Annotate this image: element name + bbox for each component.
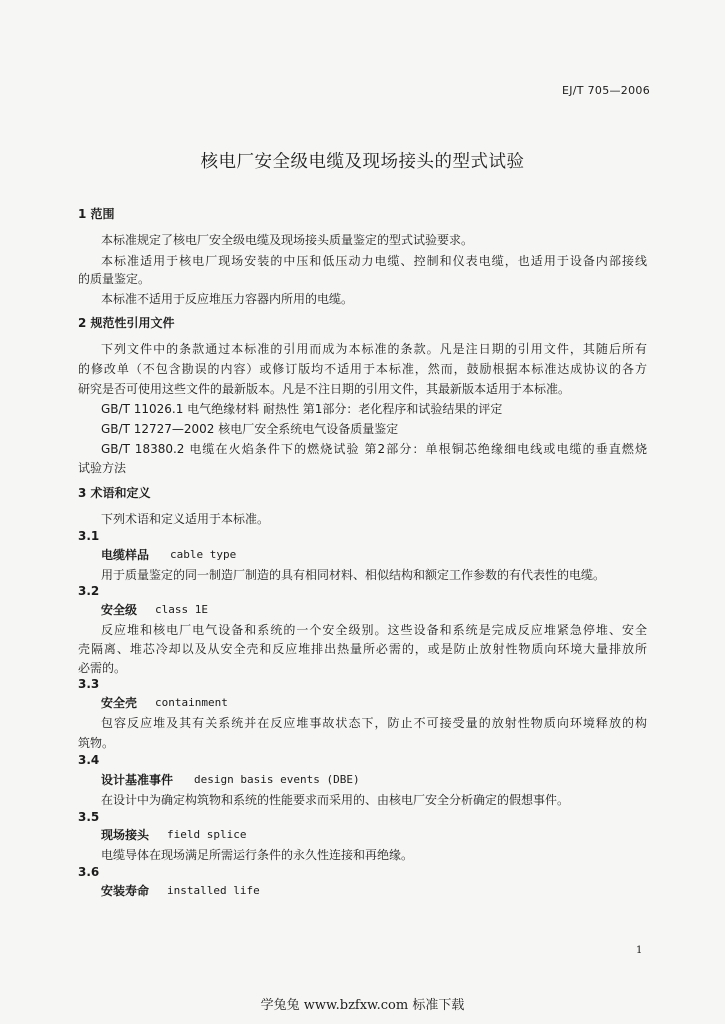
term-3-3-chinese: 安全壳: [101, 696, 138, 710]
term-3-5-definition: 电缆导体在现场满足所需运行条件的永久性连接和再绝缘。: [101, 848, 414, 862]
term-3-5-number: 3.5: [78, 810, 100, 824]
term-3-2-definition-line-2: 壳隔离、堆芯冷却以及从安全壳和反应堆排出热量所必需的，或是防止放射性物质向环境大量排放所: [78, 642, 647, 656]
reference-gb-t-18380-2-line-2: 试验方法: [78, 461, 127, 475]
section-2-paragraph-line-3: 研究是否可使用这些文件的最新版本。凡是不注日期的引用文件，其最新版本适用于本标准。: [78, 382, 571, 396]
reference-gb-t-18380-2-line-1: GB/T 18380.2 电缆在火焰条件下的燃烧试验 第2部分：单根铜芯绝缘细电线或电缆的垂直燃烧: [101, 442, 647, 456]
term-3-5-english: field splice: [167, 828, 247, 841]
term-3-6-number: 3.6: [78, 865, 100, 879]
term-3-5-chinese: 现场接头: [101, 828, 150, 842]
term-3-1-number: 3.1: [78, 529, 100, 543]
section-1-paragraph-1: 本标准规定了核电厂安全级电缆及现场接头质量鉴定的型式试验要求。: [101, 233, 474, 247]
document-title: 核电厂安全级电缆及现场接头的型式试验: [200, 152, 525, 172]
term-3-3-definition-line-2: 筑物。: [78, 736, 115, 750]
term-3-4-english: design basis events (DBE): [194, 773, 360, 786]
term-3-4-definition: 在设计中为确定构筑物和系统的性能要求而采用的、由核电厂安全分析确定的假想事件。: [101, 793, 570, 807]
term-3-1-definition: 用于质量鉴定的同一制造厂制造的具有相同材料、相似结构和额定工作参数的有代表性的电缆。: [101, 568, 606, 582]
section-1-heading: 1 范围: [78, 207, 115, 221]
term-3-2-definition-line-1: 反应堆和核电厂电气设备和系统的一个安全级别。这些设备和系统是完成反应堆紧急停堆、安全: [101, 623, 647, 637]
term-3-3-number: 3.3: [78, 677, 100, 691]
section-1-paragraph-2-line-1: 本标准适用于核电厂现场安装的中压和低压动力电缆、控制和仪表电缆，也适用于设备内部接线: [101, 254, 647, 268]
footer-site-link[interactable]: 学兔兔 www.bzfxw.com 标准下载: [260, 998, 465, 1013]
section-1-paragraph-2-line-2: 的质量鉴定。: [78, 272, 151, 286]
section-3-heading: 3 术语和定义: [78, 486, 151, 500]
term-3-6-english: installed life: [167, 884, 260, 897]
term-3-6-chinese: 安装寿命: [101, 884, 150, 898]
term-3-2-chinese: 安全级: [101, 603, 138, 617]
term-3-1-english: cable type: [170, 548, 237, 561]
term-3-2-definition-line-3: 必需的。: [78, 661, 127, 675]
term-3-1-chinese: 电缆样品: [101, 548, 150, 562]
section-2-paragraph-line-2: 的修改单（不包含勘误的内容）或修订版均不适用于本标准，然而，鼓励根据本标准达成协议的各方: [78, 362, 647, 376]
term-3-3-definition-line-1: 包容反应堆及其有关系统并在反应堆事故状态下，防止不可接受量的放射性物质向环境释放的构: [101, 716, 647, 730]
document-number: EJ/T 705—2006: [562, 84, 651, 97]
section-2-heading: 2 规范性引用文件: [78, 316, 175, 330]
page-number: 1: [636, 945, 643, 956]
term-3-4-number: 3.4: [78, 753, 100, 767]
section-2-paragraph-line-1: 下列文件中的条款通过本标准的引用而成为本标准的条款。凡是注日期的引用文件，其随后所有: [101, 342, 647, 356]
term-3-4-chinese: 设计基准事件: [101, 773, 174, 787]
term-3-2-number: 3.2: [78, 584, 100, 598]
section-1-paragraph-3: 本标准不适用于反应堆压力容器内所用的电缆。: [101, 292, 354, 306]
reference-gb-t-12727: GB/T 12727—2002 核电厂安全系统电气设备质量鉴定: [101, 422, 399, 436]
reference-gb-t-11026-1: GB/T 11026.1 电气绝缘材料 耐热性 第1部分：老化程序和试验结果的评定: [101, 402, 503, 416]
term-3-3-english: containment: [155, 696, 228, 709]
term-3-2-english: class 1E: [155, 603, 208, 616]
section-3-intro: 下列术语和定义适用于本标准。: [101, 512, 270, 526]
